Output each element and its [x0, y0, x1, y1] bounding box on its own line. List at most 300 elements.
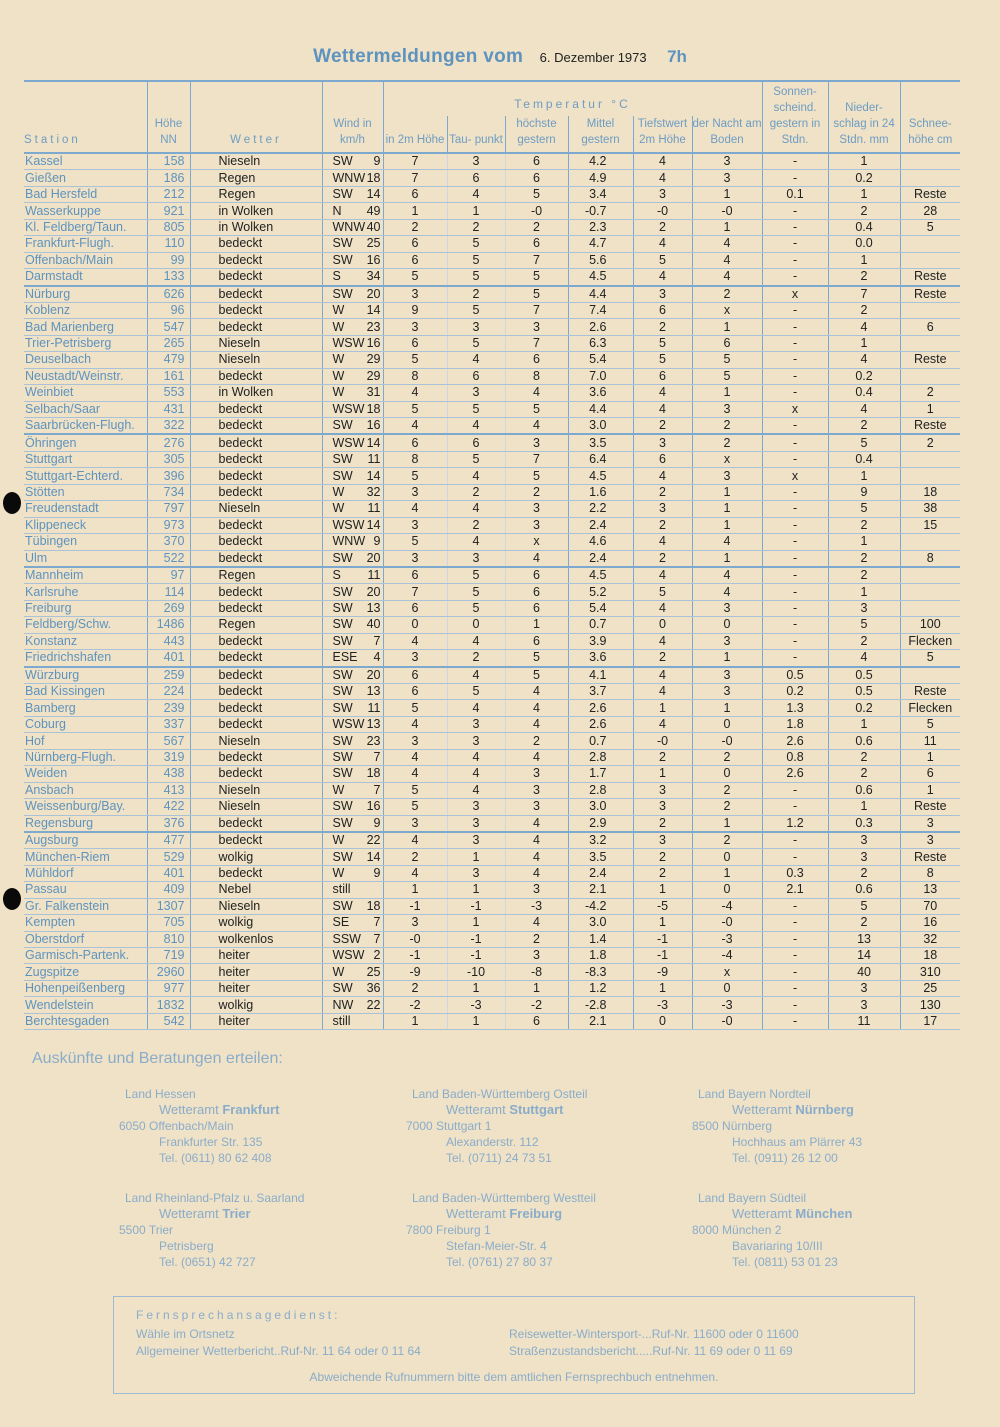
cell-temp-2m: 5 [383, 700, 447, 716]
cell-nacht-boden: 3 [692, 633, 762, 649]
cell-tiefst-2m: 5 [633, 335, 692, 351]
office-amt: Wetteramt [446, 1102, 506, 1117]
table-row [24, 749, 960, 765]
office-phone: Tel. (0911) 26 12 00 [732, 1151, 838, 1165]
cell-nacht-boden: 2 [692, 782, 762, 798]
cell-hoechste: 3 [505, 766, 568, 782]
cell-schneehoehe [900, 534, 960, 550]
cell-niederschlag: 2 [828, 203, 900, 219]
cell-sonnenschein: 1.8 [762, 716, 828, 732]
header-schnee: Schnee- höhe cm [900, 81, 960, 153]
cell-schneehoehe [900, 584, 960, 600]
wind-speed: 22 [366, 997, 381, 1012]
table-row [24, 948, 960, 964]
cell-niederschlag: 3 [828, 849, 900, 865]
cell-sonnenschein: 0.8 [762, 749, 828, 765]
cell-taupunkt: 4 [447, 418, 505, 435]
cell-temp-2m: 1 [383, 1013, 447, 1029]
wind-direction: WSW [332, 336, 365, 351]
table-row [24, 964, 960, 980]
wind-direction: WNW [332, 219, 366, 234]
cell-hoechste: 3 [505, 434, 568, 451]
cell-nacht-boden: 3 [692, 667, 762, 684]
cell-wind [322, 700, 383, 716]
cell-nacht-boden: 2 [692, 286, 762, 303]
cell-taupunkt: 5 [447, 600, 505, 616]
cell-taupunkt: 0 [447, 617, 505, 633]
cell-tiefst-2m: 3 [633, 832, 692, 849]
cell-temp-2m: 6 [383, 236, 447, 252]
cell-mittel: 1.8 [568, 948, 633, 964]
cell-tiefst-2m: 3 [633, 799, 692, 815]
cell-hoehe: 158 [147, 153, 190, 170]
cell-sonnenschein: 0.3 [762, 865, 828, 881]
header-nacht-boden: der Nacht am Boden [692, 116, 762, 153]
cell-niederschlag: 0.3 [828, 815, 900, 832]
cell-wetter: bedeckt [190, 418, 322, 435]
cell-wetter: bedeckt [190, 815, 322, 832]
wind-direction: WSW [332, 717, 365, 732]
cell-tiefst-2m: 3 [633, 186, 692, 202]
cell-taupunkt: 3 [447, 716, 505, 732]
cell-tiefst-2m: 5 [633, 352, 692, 368]
office-city: Freiburg [509, 1206, 563, 1221]
cell-niederschlag: 0.6 [828, 882, 900, 898]
cell-mittel: 2.9 [568, 815, 633, 832]
cell-station: Zugspitze [24, 964, 147, 980]
cell-niederschlag: 5 [828, 617, 900, 633]
cell-niederschlag: 1 [828, 716, 900, 732]
table-row [24, 733, 960, 749]
cell-hoechste: 4 [505, 915, 568, 931]
cell-nacht-boden: -0 [692, 1013, 762, 1029]
cell-sonnenschein: - [762, 799, 828, 815]
office-street: Alexanderstr. 112 [446, 1135, 539, 1149]
document-title [0, 46, 1000, 68]
cell-station: Saarbrücken-Flugh. [24, 418, 147, 435]
cell-mittel: 3.6 [568, 385, 633, 401]
cell-schneehoehe: 17 [900, 1013, 960, 1029]
cell-wind [322, 667, 383, 684]
cell-sonnenschein: - [762, 964, 828, 980]
cell-tiefst-2m: 4 [633, 401, 692, 417]
cell-hoehe: 705 [147, 915, 190, 931]
cell-station: Frankfurt-Flugh. [24, 236, 147, 252]
wind-speed: 49 [366, 203, 381, 218]
cell-tiefst-2m: 2 [633, 319, 692, 335]
cell-station: Konstanz [24, 633, 147, 649]
cell-niederschlag: 2 [828, 418, 900, 435]
cell-mittel: 5.2 [568, 584, 633, 600]
cell-mittel: 2.6 [568, 319, 633, 335]
wind-direction: SW [332, 286, 353, 301]
cell-sonnenschein: - [762, 931, 828, 947]
cell-hoehe: 99 [147, 252, 190, 268]
cell-temp-2m: 6 [383, 667, 447, 684]
cell-wind [322, 997, 383, 1013]
cell-taupunkt: 1 [447, 980, 505, 996]
table-row [24, 997, 960, 1013]
cell-hoechste: 7 [505, 335, 568, 351]
cell-wetter: in Wolken [190, 203, 322, 219]
cell-station: Mannheim [24, 567, 147, 584]
wind-speed: 34 [366, 269, 381, 284]
phone-right-1: Reisewetter-Wintersport-...Ruf-Nr. 11600 oder 0 11600 [509, 1327, 799, 1341]
wind-speed: 4 [373, 650, 381, 665]
punch-hole [3, 888, 21, 910]
office-block [406, 1086, 588, 1166]
cell-hoechste: 4 [505, 849, 568, 865]
office-land: Land Baden-Württemberg Ostteil [412, 1087, 588, 1101]
office-amt: Wetteramt [159, 1206, 219, 1221]
cell-hoechste: -0 [505, 203, 568, 219]
cell-mittel: 5.4 [568, 352, 633, 368]
cell-nacht-boden: -3 [692, 931, 762, 947]
phone-note: Abweichende Rufnummern bitte dem amtlichen Fernsprechbuch entnehmen. [309, 1370, 719, 1384]
cell-temp-2m: 0 [383, 617, 447, 633]
cell-station: Weissenburg/Bay. [24, 799, 147, 815]
cell-taupunkt: 1 [447, 915, 505, 931]
cell-wetter: bedeckt [190, 550, 322, 567]
cell-hoehe: 719 [147, 948, 190, 964]
cell-taupunkt: 5 [447, 584, 505, 600]
cell-hoehe: 186 [147, 170, 190, 186]
table-row [24, 567, 960, 584]
cell-sonnenschein: x [762, 468, 828, 484]
cell-sonnenschein: 1.3 [762, 700, 828, 716]
cell-taupunkt: 1 [447, 882, 505, 898]
cell-sonnenschein: - [762, 352, 828, 368]
cell-wind [322, 1013, 383, 1029]
cell-sonnenschein: 0.1 [762, 186, 828, 202]
table-row [24, 766, 960, 782]
cell-niederschlag: 0.4 [828, 451, 900, 467]
cell-wetter: bedeckt [190, 534, 322, 550]
cell-schneehoehe: Flecken [900, 700, 960, 716]
cell-sonnenschein: 0.2 [762, 684, 828, 700]
wind-direction: SW [332, 468, 353, 483]
cell-niederschlag: 1 [828, 186, 900, 202]
cell-schneehoehe: 310 [900, 964, 960, 980]
cell-station: Passau [24, 882, 147, 898]
cell-taupunkt: 4 [447, 501, 505, 517]
cell-temp-2m: 3 [383, 319, 447, 335]
wind-speed: 25 [366, 964, 381, 979]
table-row [24, 849, 960, 865]
office-phone: Tel. (0611) 80 62 408 [159, 1151, 272, 1165]
cell-schneehoehe: 130 [900, 997, 960, 1013]
cell-wetter: bedeckt [190, 368, 322, 384]
cell-sonnenschein: 2.6 [762, 766, 828, 782]
cell-hoechste: 1 [505, 617, 568, 633]
cell-station: Weiden [24, 766, 147, 782]
cell-sonnenschein: - [762, 302, 828, 318]
cell-hoechste: 5 [505, 186, 568, 202]
cell-nacht-boden: 1 [692, 517, 762, 533]
cell-station: Würzburg [24, 667, 147, 684]
cell-tiefst-2m: -5 [633, 898, 692, 914]
office-street: Hochhaus am Plärrer 43 [732, 1135, 863, 1149]
cell-wind [322, 236, 383, 252]
cell-schneehoehe: 6 [900, 319, 960, 335]
cell-hoehe: 401 [147, 650, 190, 667]
phone-box-title: Fernsprechansagedienst: [136, 1308, 341, 1322]
cell-temp-2m: 1 [383, 203, 447, 219]
office-city: Nürnberg [795, 1102, 854, 1117]
wind-speed: 23 [366, 319, 381, 334]
cell-wetter: bedeckt [190, 484, 322, 500]
cell-taupunkt: 2 [447, 219, 505, 235]
phone-left-1: Wähle im Ortsnetz [136, 1327, 235, 1341]
wind-speed: 9 [373, 866, 381, 881]
cell-wind [322, 203, 383, 219]
office-block [119, 1086, 280, 1166]
header-nieder: Nieder- schlag in 24 Stdn. mm [828, 81, 900, 153]
cell-wetter: wolkig [190, 849, 322, 865]
cell-temp-2m: 3 [383, 915, 447, 931]
cell-station: Nürburg [24, 286, 147, 303]
wind-direction: WSW [332, 401, 365, 416]
cell-wetter: bedeckt [190, 236, 322, 252]
cell-niederschlag: 0.6 [828, 733, 900, 749]
cell-station: Klippeneck [24, 517, 147, 533]
cell-nacht-boden: 0 [692, 849, 762, 865]
cell-hoechste: 6 [505, 1013, 568, 1029]
cell-tiefst-2m: 6 [633, 368, 692, 384]
cell-hoehe: 522 [147, 550, 190, 567]
cell-taupunkt: 4 [447, 468, 505, 484]
cell-hoehe: 542 [147, 1013, 190, 1029]
wind-speed: 7 [373, 915, 381, 930]
cell-wetter: bedeckt [190, 600, 322, 616]
wind-direction: W [332, 964, 345, 979]
cell-tiefst-2m: 2 [633, 484, 692, 500]
cell-schneehoehe: 11 [900, 733, 960, 749]
cell-temp-2m: 4 [383, 716, 447, 732]
cell-station: Friedrichshafen [24, 650, 147, 667]
cell-sonnenschein: - [762, 567, 828, 584]
cell-niederschlag: 0.2 [828, 170, 900, 186]
cell-wind [322, 451, 383, 467]
cell-wetter: Nieseln [190, 501, 322, 517]
office-street: Stefan-Meier-Str. 4 [446, 1239, 547, 1253]
wind-direction: SW [332, 733, 353, 748]
table-row [24, 684, 960, 700]
wind-direction: W [332, 866, 345, 881]
cell-station: Regensburg [24, 815, 147, 832]
cell-schneehoehe: 15 [900, 517, 960, 533]
cell-schneehoehe: 5 [900, 716, 960, 732]
cell-sonnenschein: - [762, 898, 828, 914]
cell-station: Selbach/Saar [24, 401, 147, 417]
header-t2m: in 2m Höhe [383, 116, 447, 153]
cell-mittel: 3.9 [568, 633, 633, 649]
cell-wind [322, 766, 383, 782]
cell-hoechste: 1 [505, 980, 568, 996]
cell-hoechste: -2 [505, 997, 568, 1013]
cell-station: Wasserkuppe [24, 203, 147, 219]
cell-hoechste: 5 [505, 401, 568, 417]
cell-nacht-boden: 2 [692, 434, 762, 451]
cell-sonnenschein: - [762, 434, 828, 451]
cell-taupunkt: 5 [447, 236, 505, 252]
cell-mittel: 1.4 [568, 931, 633, 947]
cell-niederschlag: 1 [828, 584, 900, 600]
cell-station: Bamberg [24, 700, 147, 716]
cell-temp-2m: 4 [383, 832, 447, 849]
cell-temp-2m: 4 [383, 766, 447, 782]
cell-temp-2m: -1 [383, 948, 447, 964]
cell-niederschlag: 2 [828, 749, 900, 765]
office-address: 5500 Trier [119, 1223, 174, 1237]
cell-temp-2m: 2 [383, 219, 447, 235]
cell-niederschlag: 0.5 [828, 684, 900, 700]
cell-taupunkt: 5 [447, 567, 505, 584]
cell-wind [322, 684, 383, 700]
cell-hoechste: 3 [505, 948, 568, 964]
cell-niederschlag: 11 [828, 1013, 900, 1029]
cell-niederschlag: 4 [828, 352, 900, 368]
cell-wetter: bedeckt [190, 286, 322, 303]
wind-speed: 22 [366, 833, 381, 848]
table-row [24, 269, 960, 286]
cell-wetter: bedeckt [190, 269, 322, 286]
table-row [24, 633, 960, 649]
cell-nacht-boden: 5 [692, 368, 762, 384]
cell-tiefst-2m: 4 [633, 153, 692, 170]
cell-schneehoehe [900, 335, 960, 351]
cell-wind [322, 186, 383, 202]
office-land: Land Baden-Württemberg Westteil [412, 1191, 596, 1205]
table-row [24, 401, 960, 417]
cell-hoechste: 4 [505, 832, 568, 849]
cell-taupunkt: -10 [447, 964, 505, 980]
office-address: 7800 Freiburg 1 [406, 1223, 491, 1237]
cell-niederschlag: 0.0 [828, 236, 900, 252]
cell-wetter: Regen [190, 567, 322, 584]
cell-wetter: in Wolken [190, 219, 322, 235]
cell-temp-2m: 8 [383, 451, 447, 467]
cell-wind [322, 633, 383, 649]
cell-schneehoehe: 13 [900, 882, 960, 898]
cell-wind [322, 915, 383, 931]
cell-hoechste: 2 [505, 733, 568, 749]
cell-hoehe: 96 [147, 302, 190, 318]
cell-wind [322, 882, 383, 898]
cell-niederschlag: 5 [828, 501, 900, 517]
cell-taupunkt: 5 [447, 269, 505, 286]
cell-taupunkt: 6 [447, 368, 505, 384]
cell-wind [322, 335, 383, 351]
cell-hoehe: 97 [147, 567, 190, 584]
cell-taupunkt: 5 [447, 401, 505, 417]
office-street: Petrisberg [159, 1239, 214, 1253]
cell-hoehe: 224 [147, 684, 190, 700]
cell-taupunkt: 3 [447, 319, 505, 335]
cell-tiefst-2m: 4 [633, 534, 692, 550]
cell-tiefst-2m: 4 [633, 269, 692, 286]
wind-speed: 13 [366, 717, 381, 732]
cell-hoehe: 1486 [147, 617, 190, 633]
wind-direction: WNW [332, 170, 366, 185]
wind-speed: 18 [366, 401, 381, 416]
table-row [24, 302, 960, 318]
cell-temp-2m: 7 [383, 170, 447, 186]
cell-taupunkt: 3 [447, 733, 505, 749]
cell-nacht-boden: 2 [692, 418, 762, 435]
wind-speed: 9 [373, 154, 381, 169]
header-wind: Wind in km/h [322, 81, 383, 153]
cell-niederschlag: 4 [828, 319, 900, 335]
wind-speed: 29 [366, 352, 381, 367]
cell-mittel: 3.5 [568, 434, 633, 451]
cell-hoehe: 265 [147, 335, 190, 351]
cell-tiefst-2m: 5 [633, 252, 692, 268]
table-row [24, 667, 960, 684]
cell-station: Feldberg/Schw. [24, 617, 147, 633]
cell-schneehoehe: Reste [900, 799, 960, 815]
cell-sonnenschein: - [762, 203, 828, 219]
wind-speed: 13 [366, 684, 381, 699]
cell-taupunkt: 3 [447, 550, 505, 567]
cell-temp-2m: 2 [383, 980, 447, 996]
cell-temp-2m: 5 [383, 534, 447, 550]
cell-taupunkt: 1 [447, 1013, 505, 1029]
wind-direction: SW [332, 700, 353, 715]
cell-wetter: bedeckt [190, 667, 322, 684]
wind-speed: 25 [366, 236, 381, 251]
wind-direction: still [332, 882, 351, 897]
office-phone: Tel. (0761) 27 80 37 [446, 1255, 553, 1269]
cell-wind [322, 815, 383, 832]
cell-temp-2m: -0 [383, 931, 447, 947]
header-sonnen: Sonnen- scheind. gestern in Stdn. [762, 81, 828, 153]
cell-temp-2m: 5 [383, 352, 447, 368]
cell-station: Ulm [24, 550, 147, 567]
header-hoehe: Höhe NN [147, 81, 190, 153]
wind-direction: SW [332, 550, 353, 565]
table-row [24, 484, 960, 500]
cell-nacht-boden: 1 [692, 484, 762, 500]
cell-schneehoehe: Reste [900, 684, 960, 700]
cell-sonnenschein: x [762, 286, 828, 303]
cell-mittel: 2.1 [568, 882, 633, 898]
cell-mittel: 4.5 [568, 269, 633, 286]
cell-station: Bad Kissingen [24, 684, 147, 700]
cell-schneehoehe [900, 600, 960, 616]
cell-nacht-boden: 1 [692, 700, 762, 716]
cell-tiefst-2m: 4 [633, 468, 692, 484]
cell-niederschlag: 1 [828, 153, 900, 170]
cell-wetter: bedeckt [190, 302, 322, 318]
cell-temp-2m: 6 [383, 434, 447, 451]
cell-temp-2m: -9 [383, 964, 447, 980]
cell-temp-2m: 5 [383, 782, 447, 798]
cell-mittel: 1.6 [568, 484, 633, 500]
cell-hoehe: 276 [147, 434, 190, 451]
wind-speed: 7 [373, 633, 381, 648]
cell-wetter: bedeckt [190, 749, 322, 765]
cell-taupunkt: -1 [447, 931, 505, 947]
cell-hoechste: 2 [505, 219, 568, 235]
cell-niederschlag: 13 [828, 931, 900, 947]
wind-direction: WNW [332, 534, 366, 549]
wind-speed: 11 [367, 568, 381, 583]
wind-speed: 14 [366, 849, 381, 864]
wind-direction: W [332, 368, 345, 383]
cell-station: Stuttgart [24, 451, 147, 467]
cell-temp-2m: 6 [383, 567, 447, 584]
